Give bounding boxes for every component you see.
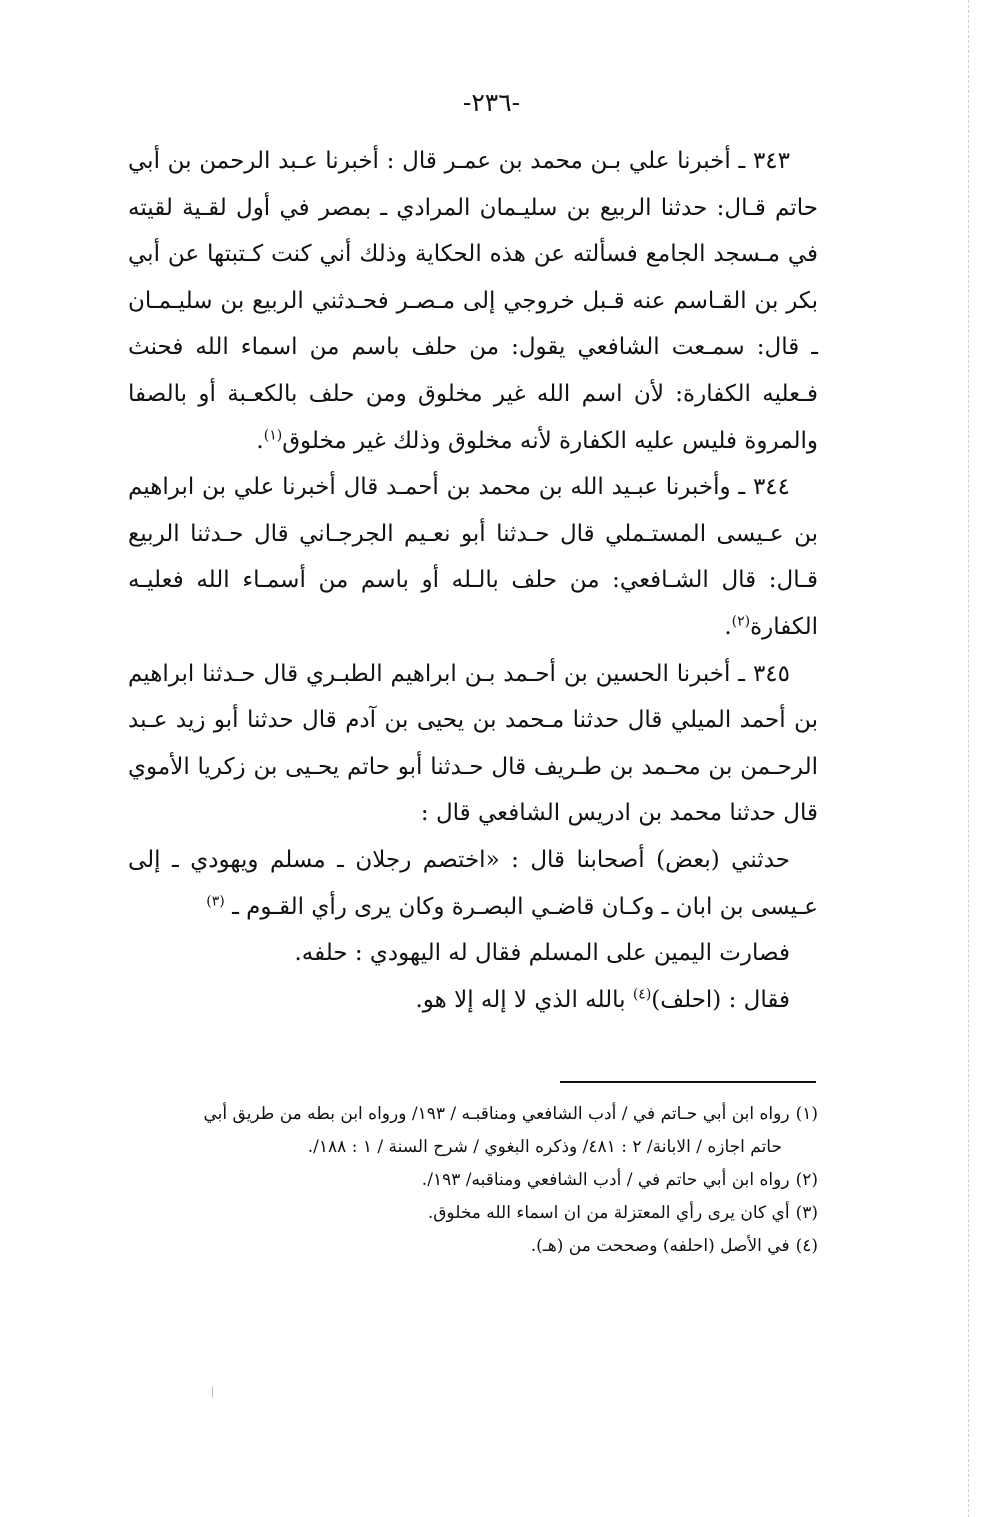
footnote-2-text: رواه ابن أبي حاتم في / أدب الشافعي ومناقبه/ ١٩٣/. bbox=[421, 1170, 790, 1190]
quote-line-swear-end: بالله الذي لا إله إلا هو. bbox=[415, 986, 633, 1013]
footnote-ref-2[interactable]: (٢) bbox=[731, 613, 751, 630]
quote-line-oath-text: فصارت اليمين على المسلم فقال له اليهودي : حلفه. bbox=[294, 940, 790, 967]
scan-mark bbox=[212, 1386, 213, 1398]
scan-edge-line bbox=[968, 0, 969, 1517]
footnote-1-mark: (١) bbox=[795, 1104, 818, 1124]
footnote-1 bbox=[140, 1098, 818, 1131]
footnote-ref-4[interactable]: (٤) bbox=[632, 986, 652, 1003]
page-number: -٢٣٦- bbox=[462, 88, 521, 117]
quote-line-oath bbox=[128, 930, 818, 977]
main-text bbox=[128, 138, 818, 1023]
paragraph-343-end: . bbox=[256, 427, 264, 454]
footnote-4 bbox=[140, 1230, 818, 1263]
footnote-3 bbox=[140, 1197, 818, 1230]
paragraph-344-end: . bbox=[724, 613, 732, 640]
paragraph-343-text: ٣٤٣ ـ أخبرنا علي بـن محمد بن عمـر قال : أخبرنا عـبد الرحمن بن أبي حاتم قـال: حدثنا الربيع بن سليـمان المرادي ـ بمصر في أول لقـية لقيته في مـسجد الجامع فسألته عن هذه الحكاية وذلك أني كنت كـتبتها عن أبي بكر بن القـاسم عنه قـبل خروجي إلى مـصـر فحـدثني الربيع بن سليـمـان ـ قال: سمـعت الشافعي يقول: من حلف باسم من اسماء الله فحنث فـعليه الكفارة: لأن اسم الله غير مخلوق ومن حلف بالكعـبة أو بالصفا والمروة فليس عليه الكفارة لأنه مخلوق وذلك غير مخلوق bbox=[128, 148, 818, 454]
footnote-2-mark: (٢) bbox=[795, 1170, 818, 1190]
footnote-4-text: في الأصل (احلفه) وصححت من (هـ). bbox=[530, 1236, 790, 1256]
footnote-1-text: رواه ابن أبي حـاتم في / أدب الشافعي ومناقبـه / ١٩٣/ ورواه ابن بطه من طريق أبي bbox=[203, 1104, 790, 1124]
footnote-3-text: أي كان يرى رأي المعتزلة من ان اسماء الله مخلوق. bbox=[427, 1203, 790, 1223]
paragraph-343 bbox=[128, 138, 818, 464]
quote-line-swear-start: فقال : (احلف) bbox=[651, 986, 790, 1013]
quote-line-swear bbox=[128, 977, 818, 1024]
quote-paragraph bbox=[128, 837, 818, 930]
paragraph-344 bbox=[128, 464, 818, 650]
footnote-2 bbox=[140, 1164, 818, 1197]
footnote-4-mark: (٤) bbox=[795, 1236, 818, 1256]
footnotes bbox=[140, 1098, 818, 1263]
footnote-ref-3[interactable]: (٣) bbox=[206, 892, 225, 909]
footnote-1-continuation: حاتم اجازه / الابانة/ ٢ : ٤٨١/ وذكره البغوي / شرح السنة / ١ : ١٨٨/. bbox=[307, 1137, 782, 1157]
quote-paragraph-text: حدثني (بعض) أصحابنا قال : «اختصم رجلان ـ مسلم ويهودي ـ إلى عـيسى بن ابان ـ وكـان قاضـي البصـرة وكان يرى رأي القـوم ـ bbox=[128, 846, 818, 920]
footnote-3-mark: (٣) bbox=[795, 1203, 818, 1223]
footnote-divider bbox=[560, 1081, 816, 1083]
paragraph-345 bbox=[128, 651, 818, 837]
paragraph-344-text: ٣٤٤ ـ وأخبرنا عبـيد الله بن محمد بن أحمـد قال أخبرنا علي بن ابراهيم بن عـيسى المستـملي قال حـدثنا أبو نعـيم الجرجـاني قال حـدثنا الربيع قـال: قال الشـافعي: من حلف بالـله أو باسم من أسمـاء الله فعليـه الكفارة bbox=[128, 474, 818, 640]
footnote-ref-1[interactable]: (١) bbox=[263, 426, 283, 443]
paragraph-345-text: ٣٤٥ ـ أخبرنا الحسين بن أحـمد بـن ابراهيم الطبـري قال حـدثنا ابراهيم بن أحمد الميلي قال حدثنا مـحمد بن يحيى بن آدم قال حدثنا أبو زيد عـبد الرحـمن بن محـمد بن طـريف قال حـدثنا أبو حاتم يحـيى بن زكريا الأموي قال حدثنا محمد بن ادريس الشافعي قال : bbox=[128, 660, 818, 827]
